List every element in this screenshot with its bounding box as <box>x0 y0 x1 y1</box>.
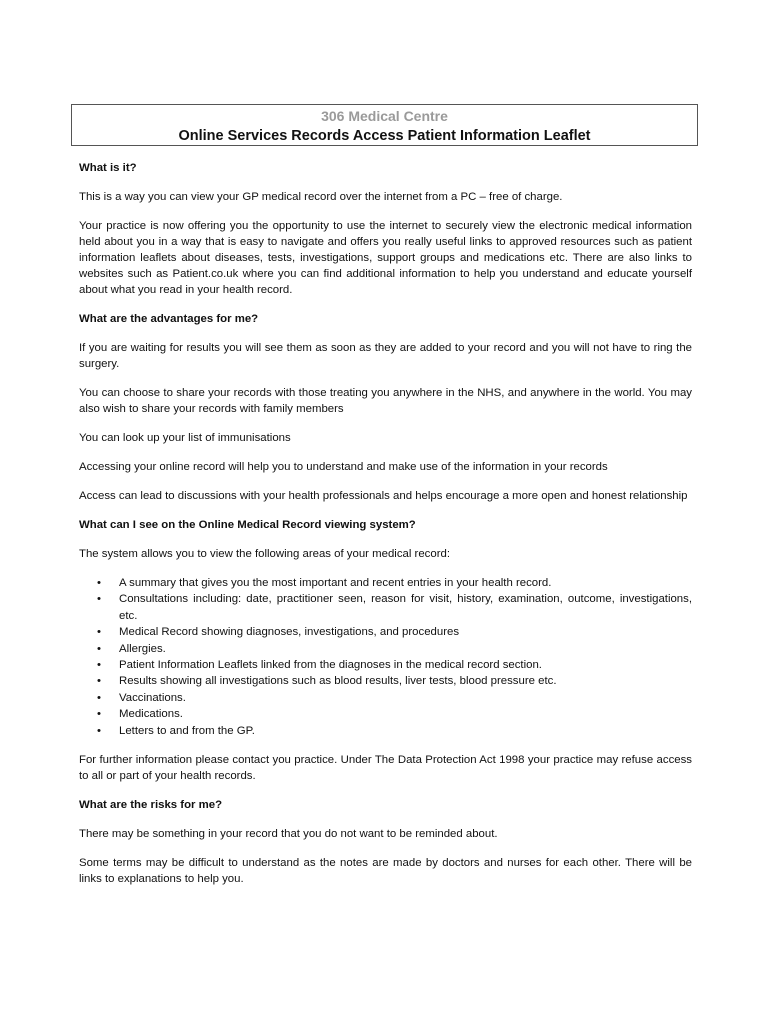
paragraph: Some terms may be difficult to understand as the notes are made by doctors and nurses for each other. There will be links to explanations to help you. <box>79 857 692 886</box>
list-item-text: A summary that gives you the most important and recent entries in your health record. <box>119 577 552 589</box>
paragraph: Access can lead to discussions with your health professionals and helps encourage a more open and honest relationship <box>79 490 688 502</box>
list-item <box>79 657 692 673</box>
list-item-text: Patient Information Leaflets linked from the diagnoses in the medical record section. <box>119 659 542 672</box>
bullet-icon: • <box>97 659 101 672</box>
paragraph: This is a way you can view your GP medical record over the internet from a PC – free of charge. <box>79 191 563 203</box>
paragraph: Accessing your online record will help you to understand and make use of the information in your records <box>79 461 608 473</box>
paragraph: The system allows you to view the following areas of your medical record: <box>79 548 450 560</box>
bullet-icon: • <box>97 675 101 688</box>
bullet-icon: • <box>97 593 101 606</box>
list-item-text: Letters to and from the GP. <box>119 724 255 737</box>
list-item <box>79 591 692 624</box>
heading-advantages: What are the advantages for me? <box>79 313 259 325</box>
bullet-icon: • <box>97 642 101 655</box>
list-item <box>79 673 692 689</box>
bullet-icon: • <box>97 577 101 589</box>
paragraph: You can choose to share your records with those treating you anywhere in the NHS, and anywhere in the world. You may also wish to share your records with family members <box>79 387 692 415</box>
bullet-icon: • <box>97 724 101 737</box>
heading-what-is-it: What is it? <box>79 162 137 174</box>
list-item-text: Vaccinations. <box>119 691 186 704</box>
title-box <box>71 104 698 146</box>
record-areas-list <box>79 575 692 739</box>
paragraph: If you are waiting for results you will see them as soon as they are added to your record and you will not have to ring the surgery. <box>79 342 692 370</box>
list-item <box>79 690 692 706</box>
heading-what-can-i-see: What can I see on the Online Medical Record viewing system? <box>79 519 416 531</box>
list-item-text: Consultations including: date, practitioner seen, reason for visit, history, examination, outcome, investigations, etc. <box>119 593 692 622</box>
heading-risks: What are the risks for me? <box>79 799 223 812</box>
bullet-icon: • <box>97 691 101 704</box>
paragraph: You can look up your list of immunisations <box>79 432 291 444</box>
list-item <box>79 723 692 739</box>
paragraph: There may be something in your record that you do not want to be reminded about. <box>79 828 498 841</box>
list-item <box>79 575 692 591</box>
list-item-text: Results showing all investigations such as blood results, liver tests, blood pressure etc. <box>119 675 557 688</box>
list-item-text: Medications. <box>119 708 183 721</box>
document-body <box>79 160 692 900</box>
paragraph: Your practice is now offering you the opportunity to use the internet to securely view the electronic medical information held about you in a way that is easy to navigate and offers you really useful links to approved resources such as patient information leaflets about diseases, tests, investigations, support groups and medications etc. There are also links to websites such as Patient.co.uk where you can find additional information to help you understand and educate yourself about what you read in your health record. <box>79 220 692 296</box>
org-name: 306 Medical Centre <box>321 108 448 124</box>
list-item <box>79 706 692 722</box>
list-item-text: Medical Record showing diagnoses, investigations, and procedures <box>119 626 460 639</box>
list-item <box>79 641 692 657</box>
list-item-text: Allergies. <box>119 642 166 655</box>
paragraph: For further information please contact you practice. Under The Data Protection Act 1998 your practice may refuse access to all or part of your health records. <box>79 754 692 783</box>
document-title: Online Services Records Access Patient Information Leaflet <box>178 128 591 144</box>
bullet-icon: • <box>97 626 101 639</box>
list-item <box>79 624 692 640</box>
bullet-icon: • <box>97 708 101 721</box>
